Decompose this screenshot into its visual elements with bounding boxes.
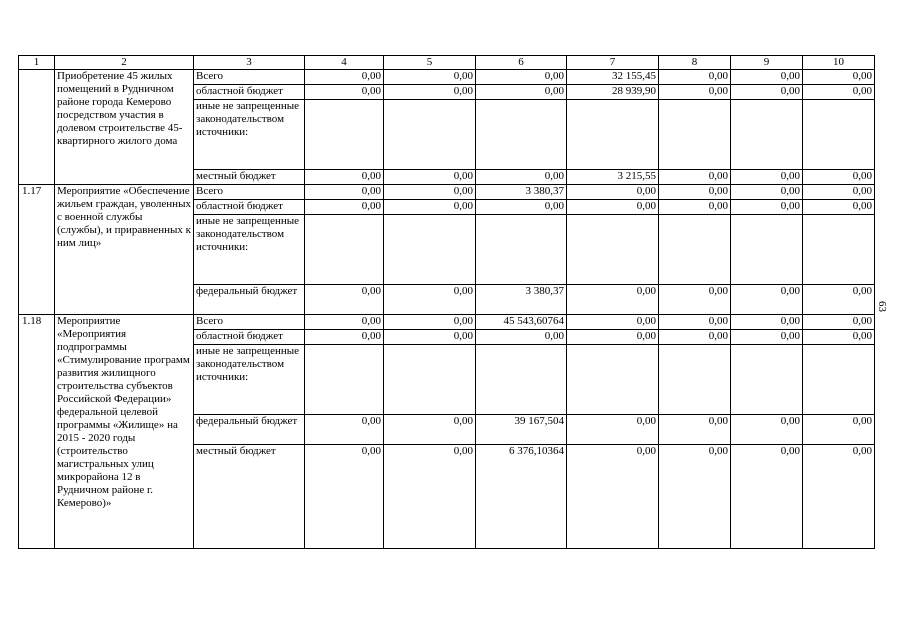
value-cell: 45 543,60764	[476, 315, 567, 330]
value-cell: 0,00	[659, 445, 731, 549]
table-row	[19, 185, 875, 200]
value-cell: 0,00	[305, 170, 384, 185]
value-cell: 3 215,55	[567, 170, 659, 185]
funding-source-label: местный бюджет	[194, 170, 305, 185]
value-cell	[659, 345, 731, 415]
value-cell: 0,00	[659, 70, 731, 85]
value-cell: 0,00	[305, 315, 384, 330]
value-cell: 0,00	[659, 200, 731, 215]
value-cell: 0,00	[659, 330, 731, 345]
header-cell: 10	[803, 56, 875, 70]
value-cell: 28 939,90	[567, 85, 659, 100]
value-cell: 0,00	[384, 170, 476, 185]
value-cell: 0,00	[305, 70, 384, 85]
value-cell: 0,00	[384, 185, 476, 200]
value-cell: 0,00	[567, 200, 659, 215]
value-cell: 0,00	[567, 285, 659, 315]
value-cell: 0,00	[659, 285, 731, 315]
header-cell: 8	[659, 56, 731, 70]
value-cell: 0,00	[731, 330, 803, 345]
value-cell: 0,00	[803, 70, 875, 85]
value-cell	[567, 345, 659, 415]
header-cell: 4	[305, 56, 384, 70]
item-name: Мероприятие «Мероприятия подпрограммы «Стимулирование программ развития жилищного строительства субъектов Российской Федерации» федеральной целевой программы «Жилище» на 2015 - 2020 годы (строительство магистральных улиц микрорайона 12 в Рудничном районе г. Кемерово)»	[55, 315, 194, 549]
value-cell	[659, 215, 731, 285]
value-cell: 0,00	[384, 330, 476, 345]
value-cell: 0,00	[803, 415, 875, 445]
value-cell: 0,00	[803, 285, 875, 315]
value-cell	[803, 345, 875, 415]
item-number	[19, 70, 55, 185]
value-cell: 0,00	[305, 285, 384, 315]
value-cell	[305, 345, 384, 415]
value-cell: 0,00	[384, 445, 476, 549]
value-cell: 0,00	[567, 415, 659, 445]
value-cell: 39 167,504	[476, 415, 567, 445]
value-cell	[384, 215, 476, 285]
value-cell: 0,00	[659, 315, 731, 330]
funding-source-label: иные не запрещенные законодательством источники:	[194, 215, 305, 285]
value-cell: 0,00	[731, 70, 803, 85]
funding-source-label: федеральный бюджет	[194, 285, 305, 315]
value-cell: 0,00	[803, 330, 875, 345]
value-cell: 0,00	[384, 200, 476, 215]
value-cell: 6 376,10364	[476, 445, 567, 549]
value-cell: 0,00	[659, 170, 731, 185]
value-cell: 0,00	[731, 200, 803, 215]
value-cell	[803, 215, 875, 285]
value-cell: 0,00	[384, 415, 476, 445]
value-cell: 0,00	[803, 200, 875, 215]
value-cell	[384, 345, 476, 415]
value-cell: 0,00	[803, 185, 875, 200]
funding-source-label: Всего	[194, 70, 305, 85]
value-cell: 0,00	[305, 415, 384, 445]
header-cell: 2	[55, 56, 194, 70]
value-cell: 0,00	[659, 185, 731, 200]
value-cell: 0,00	[305, 200, 384, 215]
value-cell: 0,00	[305, 445, 384, 549]
value-cell	[567, 215, 659, 285]
value-cell: 0,00	[731, 185, 803, 200]
value-cell: 0,00	[731, 170, 803, 185]
value-cell: 3 380,37	[476, 185, 567, 200]
header-cell: 5	[384, 56, 476, 70]
value-cell	[731, 215, 803, 285]
value-cell: 0,00	[567, 315, 659, 330]
funding-source-label: иные не запрещенные законодательством источники:	[194, 345, 305, 415]
header-cell: 3	[194, 56, 305, 70]
value-cell: 0,00	[384, 85, 476, 100]
value-cell: 0,00	[305, 185, 384, 200]
budget-table	[18, 55, 875, 549]
item-number: 1.18	[19, 315, 55, 549]
value-cell: 0,00	[567, 185, 659, 200]
funding-source-label: областной бюджет	[194, 200, 305, 215]
value-cell	[476, 345, 567, 415]
value-cell	[731, 100, 803, 170]
header-cell: 7	[567, 56, 659, 70]
value-cell	[659, 100, 731, 170]
value-cell	[384, 100, 476, 170]
value-cell	[305, 100, 384, 170]
value-cell	[567, 100, 659, 170]
funding-source-label: иные не запрещенные законодательством источники:	[194, 100, 305, 170]
item-number: 1.17	[19, 185, 55, 315]
value-cell: 0,00	[803, 170, 875, 185]
value-cell: 0,00	[476, 70, 567, 85]
value-cell	[803, 100, 875, 170]
header-cell: 9	[731, 56, 803, 70]
funding-source-label: федеральный бюджет	[194, 415, 305, 445]
item-name: Приобретение 45 жилых помещений в Рудничном районе города Кемерово посредством участия в долевом строительстве 45-квартирного жилого дома	[55, 70, 194, 185]
header-row	[19, 56, 875, 70]
value-cell: 32 155,45	[567, 70, 659, 85]
value-cell: 0,00	[659, 415, 731, 445]
value-cell	[476, 100, 567, 170]
value-cell: 0,00	[803, 85, 875, 100]
value-cell: 0,00	[384, 315, 476, 330]
funding-source-label: областной бюджет	[194, 330, 305, 345]
item-name: Мероприятие «Обеспечение жильем граждан, уволенных с военной службы (службы), и приравненных к ним лиц»	[55, 185, 194, 315]
value-cell: 0,00	[305, 85, 384, 100]
value-cell: 0,00	[731, 415, 803, 445]
value-cell: 0,00	[731, 315, 803, 330]
value-cell: 0,00	[731, 445, 803, 549]
header-cell: 6	[476, 56, 567, 70]
value-cell: 0,00	[476, 200, 567, 215]
value-cell	[476, 215, 567, 285]
value-cell: 0,00	[659, 85, 731, 100]
value-cell: 0,00	[731, 285, 803, 315]
value-cell: 0,00	[803, 315, 875, 330]
value-cell: 0,00	[476, 330, 567, 345]
value-cell	[731, 345, 803, 415]
value-cell: 0,00	[803, 445, 875, 549]
value-cell: 0,00	[567, 445, 659, 549]
value-cell: 0,00	[384, 70, 476, 85]
funding-source-label: Всего	[194, 315, 305, 330]
funding-source-label: Всего	[194, 185, 305, 200]
value-cell: 0,00	[476, 85, 567, 100]
table-row	[19, 315, 875, 330]
value-cell: 0,00	[731, 85, 803, 100]
table-row	[19, 70, 875, 85]
value-cell: 0,00	[305, 330, 384, 345]
value-cell: 0,00	[476, 170, 567, 185]
value-cell	[305, 215, 384, 285]
page-number: 63	[876, 301, 888, 312]
funding-source-label: местный бюджет	[194, 445, 305, 549]
header-cell: 1	[19, 56, 55, 70]
funding-source-label: областной бюджет	[194, 85, 305, 100]
value-cell: 0,00	[567, 330, 659, 345]
value-cell: 3 380,37	[476, 285, 567, 315]
value-cell: 0,00	[384, 285, 476, 315]
